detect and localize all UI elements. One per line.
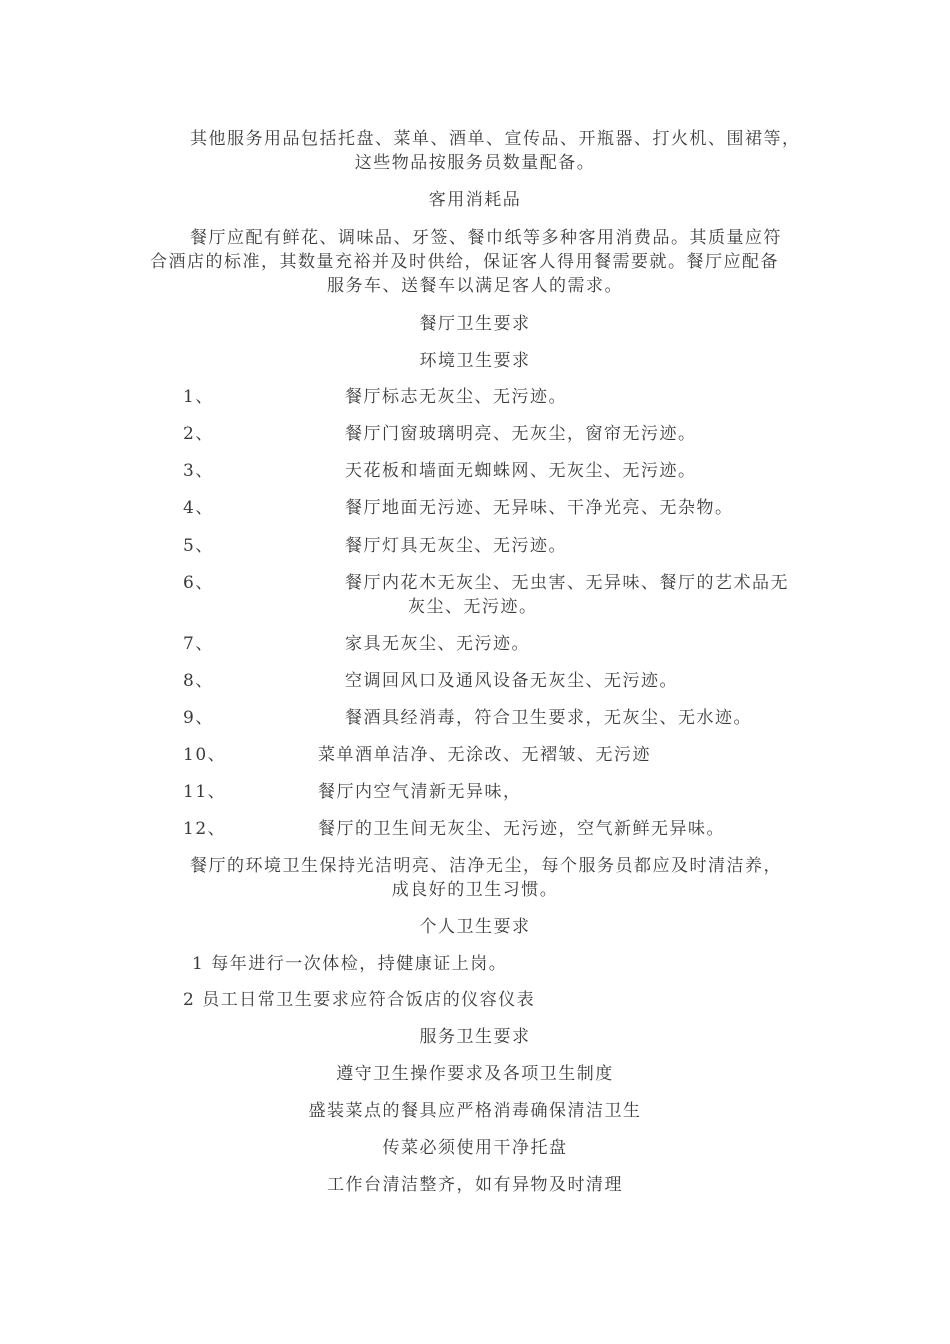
- item-number: 6、: [183, 573, 214, 593]
- item-number: 9、: [183, 708, 214, 728]
- personal-heading: 个人卫生要求: [419, 917, 531, 937]
- item-text-continued: 灰尘、无污迹。: [408, 597, 538, 617]
- intro-line-1: 其他服务用品包括托盘、菜单、酒单、宣传品、开瓶器、打火机、围裙等，: [190, 129, 801, 149]
- item-text: 餐厅灯具无灰尘、无污迹。: [345, 536, 567, 556]
- item-text: 餐厅地面无污迹、无异味、干净光亮、无杂物。: [345, 498, 734, 518]
- item-text: 餐酒具经消毒，符合卫生要求，无灰尘、无水迹。: [345, 708, 752, 728]
- summary-line-2: 成良好的卫生习惯。: [391, 880, 559, 900]
- service-item: 遵守卫生操作要求及各项卫生制度: [336, 1064, 614, 1084]
- item-text: 餐厅内花木无灰尘、无虫害、无异味、餐厅的艺术品无: [345, 573, 789, 593]
- personal-item-2: 2 员工日常卫生要求应符合饭店的仪容仪表: [183, 990, 536, 1010]
- hygiene-heading: 餐厅卫生要求: [419, 314, 531, 334]
- item-number: 8、: [183, 671, 214, 691]
- item-number: 3、: [183, 461, 214, 481]
- item-text: 家具无灰尘、无污迹。: [345, 634, 530, 654]
- item-text: 餐厅门窗玻璃明亮、无灰尘，窗帘无污迹。: [345, 424, 697, 444]
- item-number: 7、: [183, 634, 214, 654]
- item-number: 1、: [183, 387, 214, 407]
- personal-item-1: 1 每年进行一次体检，持健康证上岗。: [192, 954, 508, 974]
- consumables-line-1: 餐厅应配有鲜花、调味品、牙签、餐巾纸等多种客用消费品。其质量应符: [190, 228, 782, 248]
- item-number: 11、: [183, 782, 227, 802]
- service-heading: 服务卫生要求: [419, 1027, 531, 1047]
- item-text: 菜单酒单洁净、无涂改、无褶皱、无污迹: [318, 745, 651, 765]
- consumables-heading: 客用消耗品: [428, 190, 522, 210]
- summary-line-1: 餐厅的环境卫生保持光洁明亮、洁净无尘，每个服务员都应及时清洁养，: [190, 856, 782, 876]
- intro-line-2: 这些物品按服务员数量配备。: [354, 153, 596, 173]
- environment-heading: 环境卫生要求: [419, 351, 531, 371]
- consumables-line-2: 合酒店的标准，其数量充裕并及时供给，保证客人得用餐需要就。餐厅应配备: [150, 252, 779, 272]
- service-item: 传菜必须使用干净托盘: [382, 1138, 568, 1158]
- item-number: 10、: [183, 745, 227, 765]
- item-text: 餐厅标志无灰尘、无污迹。: [345, 387, 567, 407]
- service-item: 工作台清洁整齐，如有异物及时清理: [327, 1175, 623, 1195]
- item-number: 4、: [183, 498, 214, 518]
- item-number: 5、: [183, 536, 214, 556]
- item-text: 餐厅的卫生间无灰尘、无污迹，空气新鲜无异味。: [318, 819, 725, 839]
- item-number: 2、: [183, 424, 214, 444]
- item-text: 餐厅内空气清新无异味，: [318, 782, 522, 802]
- consumables-line-3: 服务车、送餐车以满足客人的需求。: [327, 276, 623, 296]
- service-item: 盛装菜点的餐具应严格消毒确保清洁卫生: [308, 1101, 642, 1121]
- item-text: 空调回风口及通风设备无灰尘、无污迹。: [345, 671, 678, 691]
- item-text: 天花板和墙面无蜘蛛网、无灰尘、无污迹。: [345, 461, 697, 481]
- item-number: 12、: [183, 819, 227, 839]
